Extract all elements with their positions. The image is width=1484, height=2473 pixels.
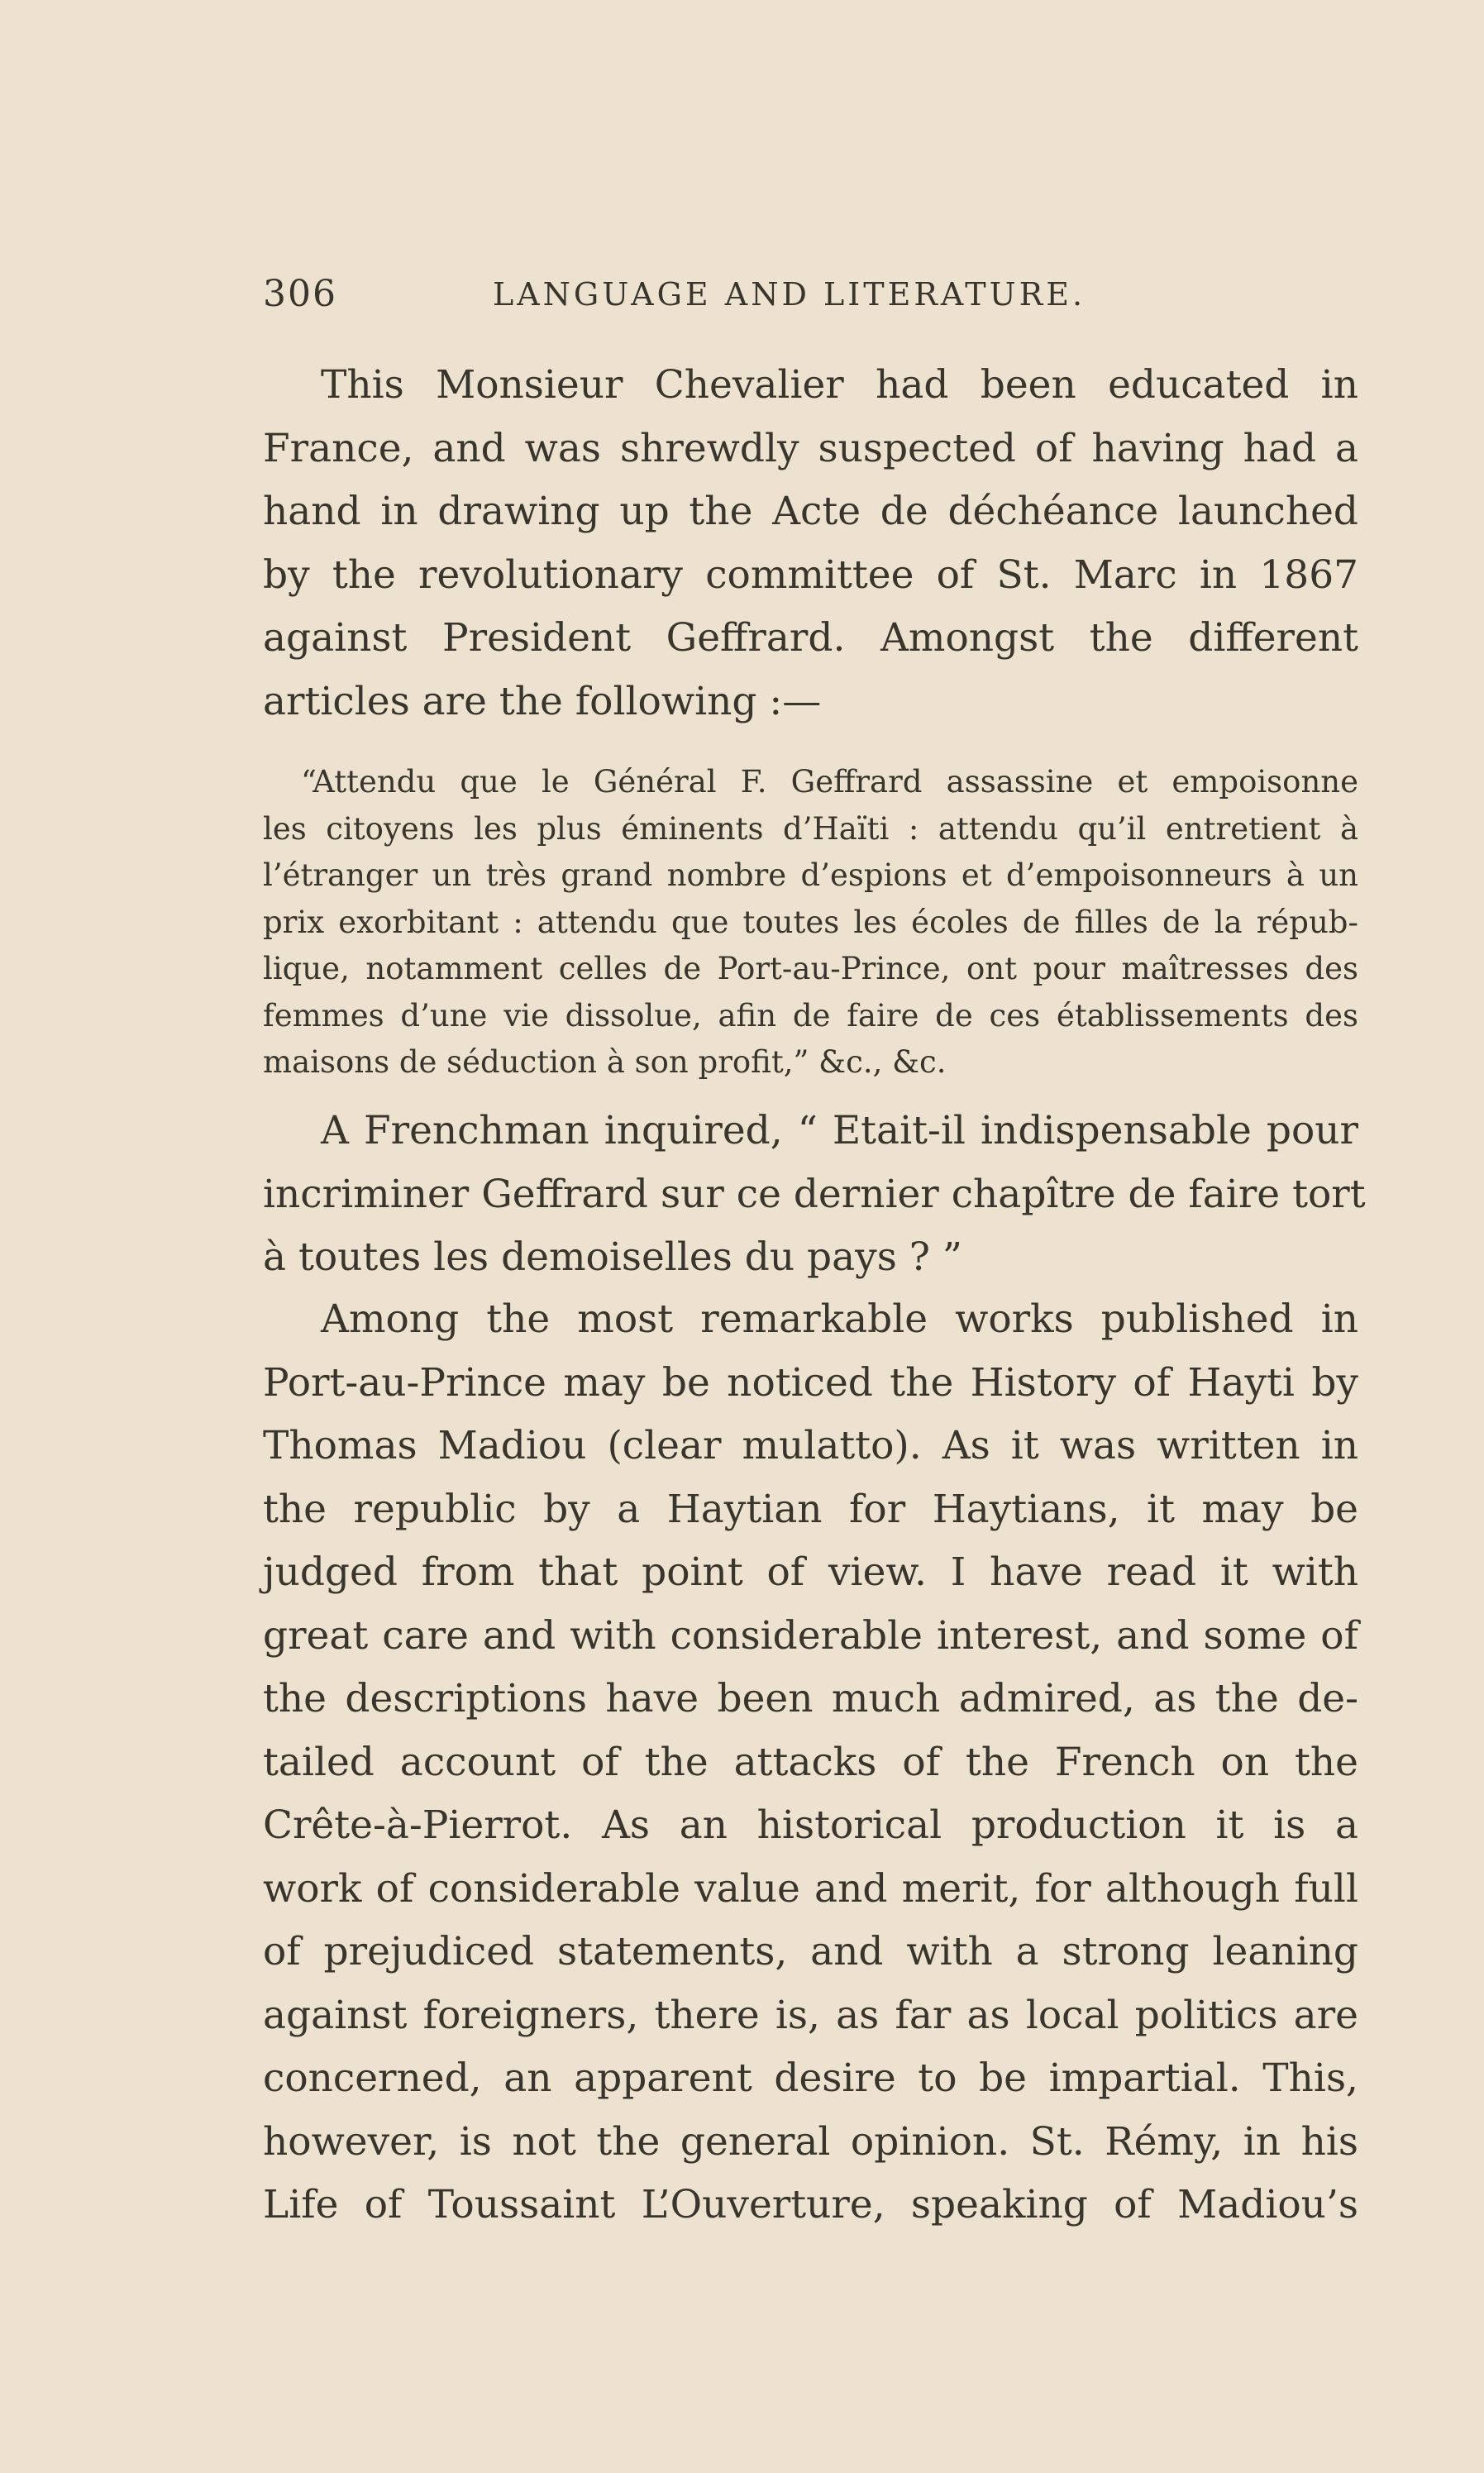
text-line: Among the most remarkable works published in <box>321 1296 1358 1342</box>
page-number: 306 <box>263 273 337 315</box>
paragraph-madiou <box>263 1288 1358 2237</box>
quote-line: maisons de séduction à son profit,” &c., &c. <box>263 1044 947 1080</box>
running-head: LANGUAGE AND LITERATURE. <box>493 276 1086 313</box>
text-line: work of considerable value and merit, for although full <box>263 1865 1358 1912</box>
text-line: by the revolutionary committee of St. Marc in 1867 <box>263 551 1358 598</box>
text-line: hand in drawing up the Acte de déchéance launched <box>263 489 1358 534</box>
text-line: against foreigners, there is, as far as local politics are <box>263 1992 1358 2038</box>
quote-line: les citoyens les plus éminents d’Haïti : attendu qu’il entretient à <box>263 810 1358 847</box>
text-line: however, is not the general opinion. St. Rémy, in his <box>263 2118 1358 2165</box>
text-line: This Monsieur Chevalier had been educated in <box>321 362 1358 408</box>
quote-line: lique, notamment celles de Port-au-Prince, ont pour maîtresses des <box>263 951 1358 986</box>
quote-line: femmes d’une vie dissolue, afin de faire de ces établissements des <box>263 997 1358 1034</box>
text-line: of prejudiced statements, and with a strong leaning <box>263 1929 1358 1974</box>
block-quote-french <box>263 759 1358 1086</box>
text-line: the republic by a Haytian for Haytians, it may be <box>263 1486 1358 1532</box>
text-line: France, and was shrewdly suspected of having had a <box>263 425 1358 471</box>
text-line: Port-au-Prince may be noticed the History of Hayti by <box>263 1359 1358 1406</box>
paragraph-frenchman <box>263 1100 1366 1290</box>
text-line: Thomas Madiou (clear mulatto). As it was written in <box>263 1423 1358 1468</box>
text-line: great care and with considerable interest, and some of <box>263 1612 1358 1659</box>
text-line: concerned, an apparent desire to be impartial. This, <box>263 2055 1358 2101</box>
text-line: tailed account of the attacks of the French on the <box>263 1739 1358 1785</box>
text-line: articles are the following :— <box>263 678 822 724</box>
page-header <box>263 273 1358 322</box>
text-line: incriminer Geffrard sur ce dernier chapître de faire tort <box>263 1171 1366 1217</box>
paragraph-chevalier <box>263 354 1358 733</box>
text-line: Crête-à-Pierrot. As an historical production it is a <box>263 1802 1358 1848</box>
text-line: à toutes les demoiselles du pays ? ” <box>263 1234 962 1280</box>
text-line: against President Geffrard. Amongst the different <box>263 615 1358 661</box>
text-line: Life of Toussaint L’Ouverture, speaking of Madiou’s <box>263 2182 1358 2227</box>
text-line: A Frenchman inquired, “ Etait-il indispensable pour <box>321 1108 1358 1153</box>
text-line: the descriptions have been much admired, as the de- <box>263 1676 1358 1721</box>
text-line: judged from that point of view. I have read it with <box>263 1549 1358 1595</box>
quote-line: “Attendu que le Général F. Geffrard assassine et empoisonne <box>301 764 1358 800</box>
quote-line: l’étranger un très grand nombre d’espions et d’empoisonneurs à un <box>263 857 1358 893</box>
quote-line: prix exorbitant : attendu que toutes les écoles de filles de la répub- <box>263 904 1358 940</box>
